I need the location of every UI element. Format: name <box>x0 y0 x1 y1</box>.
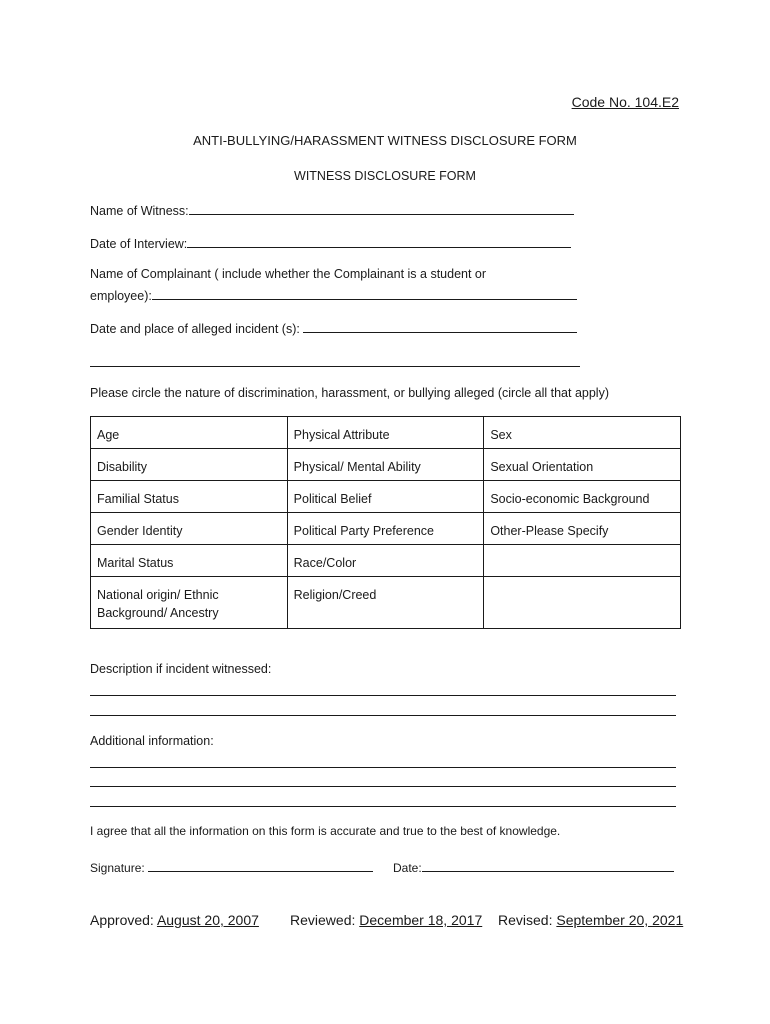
signature-label: Signature: <box>90 861 149 875</box>
category-physical-attribute[interactable]: Physical Attribute <box>287 417 484 449</box>
reviewed-info <box>290 912 482 928</box>
witness-name-row <box>90 202 574 218</box>
incident-label: Date and place of alleged incident (s): <box>90 322 304 336</box>
table-row <box>91 449 681 481</box>
date-row <box>393 859 674 875</box>
interview-date-field[interactable] <box>187 235 571 248</box>
description-label: Description if incident witnessed: <box>90 662 272 676</box>
complainant-label-line1: Name of Complainant ( include whether the Complainant is a student or <box>90 267 487 281</box>
date-field[interactable] <box>422 859 674 872</box>
table-row <box>91 577 681 629</box>
table-row <box>91 513 681 545</box>
table-row <box>91 481 681 513</box>
category-physical-mental-ability[interactable]: Physical/ Mental Ability <box>287 449 484 481</box>
category-religion-creed[interactable]: Religion/Creed <box>287 577 484 629</box>
additional-line-3[interactable] <box>90 806 676 807</box>
categories-table <box>90 416 681 629</box>
category-disability[interactable]: Disability <box>91 449 288 481</box>
category-empty-cell <box>484 577 681 629</box>
complainant-row <box>90 287 577 303</box>
witness-name-field[interactable] <box>189 202 574 215</box>
signature-row <box>90 859 373 875</box>
revised-info <box>498 912 683 928</box>
category-other-specify[interactable]: Other-Please Specify <box>484 513 681 545</box>
category-political-party[interactable]: Political Party Preference <box>287 513 484 545</box>
incident-field-continued[interactable] <box>90 366 580 367</box>
incident-field[interactable] <box>303 320 577 333</box>
description-line-1[interactable] <box>90 695 676 696</box>
table-row <box>91 545 681 577</box>
revised-date: September 20, 2021 <box>556 912 684 928</box>
category-political-belief[interactable]: Political Belief <box>287 481 484 513</box>
reviewed-label: Reviewed: <box>290 912 360 928</box>
interview-date-label: Date of Interview: <box>90 237 188 251</box>
circle-instruction: Please circle the nature of discrimination, harassment, or bullying alleged (circle all that apply) <box>90 386 610 400</box>
reviewed-date: December 18, 2017 <box>359 912 483 928</box>
incident-row <box>90 320 577 336</box>
revised-label: Revised: <box>498 912 557 928</box>
date-label: Date: <box>393 861 422 875</box>
form-title: ANTI-BULLYING/HARASSMENT WITNESS DISCLOSURE FORM <box>193 133 577 148</box>
category-sex[interactable]: Sex <box>484 417 681 449</box>
approved-date: August 20, 2007 <box>156 912 259 928</box>
additional-line-1[interactable] <box>90 767 676 768</box>
approved-label: Approved: <box>90 912 157 928</box>
approved-info <box>90 912 259 928</box>
complainant-label-line2: employee): <box>90 289 152 303</box>
witness-name-label: Name of Witness: <box>90 204 189 218</box>
additional-line-2[interactable] <box>90 786 676 787</box>
form-subtitle: WITNESS DISCLOSURE FORM <box>294 169 476 183</box>
signature-field[interactable] <box>148 859 373 872</box>
category-gender-identity[interactable]: Gender Identity <box>91 513 288 545</box>
category-age[interactable]: Age <box>91 417 288 449</box>
category-sexual-orientation[interactable]: Sexual Orientation <box>484 449 681 481</box>
interview-date-row <box>90 235 571 251</box>
category-race-color[interactable]: Race/Color <box>287 545 484 577</box>
agreement-statement: I agree that all the information on this form is accurate and true to the best of knowledge. <box>90 824 561 838</box>
category-national-origin[interactable]: National origin/ Ethnic Background/ Ancestry <box>91 577 288 629</box>
complainant-field[interactable] <box>152 287 577 300</box>
table-row <box>91 417 681 449</box>
category-empty-cell <box>484 545 681 577</box>
code-number: Code No. 104.E2 <box>571 94 679 110</box>
description-line-2[interactable] <box>90 715 676 716</box>
category-marital-status[interactable]: Marital Status <box>91 545 288 577</box>
category-familial-status[interactable]: Familial Status <box>91 481 288 513</box>
category-socio-economic[interactable]: Socio-economic Background <box>484 481 681 513</box>
additional-info-label: Additional information: <box>90 734 214 748</box>
